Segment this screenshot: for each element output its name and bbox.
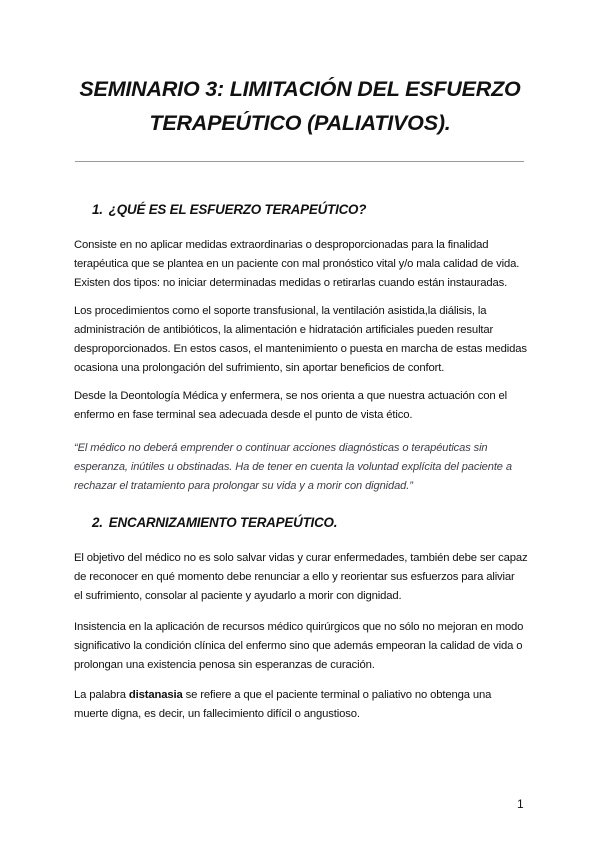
paragraph: [74, 618, 534, 675]
page-number: 1: [517, 797, 524, 811]
section-number: 1.: [92, 202, 103, 217]
paragraph: [74, 236, 534, 293]
section-number: 2.: [92, 515, 103, 530]
text-line: Los procedimientos como el soporte transfusional, la ventilación asistida,la diálisis, la: [74, 305, 487, 317]
text-line: Existen dos tipos: no iniciar determinadas medidas o retirarlas cuando están instauradas.: [74, 277, 508, 289]
title-line: TERAPEÚTICO (PALIATIVOS).: [149, 111, 451, 135]
quote-line: esperanza, inútiles u obstinadas. Ha de tener en cuenta la voluntad explícita del paciente a: [74, 461, 512, 473]
quote-line: rechazar el tratamiento para prolongar su vida y a morir con dignidad.”: [74, 480, 413, 492]
text-span: se refiere a que el paciente terminal o paliativo no obtenga una: [182, 689, 492, 701]
text-line: El objetivo del médico no es solo salvar vidas y curar enfermedades, también debe ser capaz: [74, 552, 528, 564]
text-line: administración de antibióticos, la alimentación e hidratación artificiales pueden resultar: [74, 324, 494, 336]
text-line: desproporcionados. En estos casos, el mantenimiento o puesta en marcha de estas medidas: [74, 343, 527, 355]
title-line: SEMINARIO 3: LIMITACIÓN DEL ESFUERZO: [79, 77, 521, 101]
horizontal-divider: [75, 161, 524, 162]
text-line: terapéutica que se plantea en un paciente con mal pronóstico vital y/o mala calidad de vida.: [74, 258, 520, 270]
text-line: el sufrimiento, consolar al paciente y ayudarlo a morir con dignidad.: [74, 590, 402, 602]
paragraph: [74, 686, 534, 724]
section-title: ENCARNIZAMIENTO TERAPEÚTICO.: [108, 515, 338, 530]
quotation: [74, 439, 534, 496]
text-line: significativo la condición clínica del enfermo sino que además empeoran la calidad de vida o: [74, 640, 523, 652]
section-heading-1: [92, 202, 366, 217]
text-line: ocasiona una prolongación del sufrimiento, sin aportar beneficios de confort.: [74, 362, 445, 374]
text-line: Insistencia en la aplicación de recursos médico quirúrgicos que no sólo no mejoran en modo: [74, 621, 524, 633]
text-span: La palabra: [74, 689, 129, 701]
section-title: ¿QUÉ ES EL ESFUERZO TERAPEÚTICO?: [108, 202, 367, 217]
paragraph: [74, 302, 534, 378]
document-title: [60, 72, 540, 140]
quote-line: “El médico no deberá emprender o continuar acciones diagnósticas o terapéuticas sin: [74, 442, 488, 454]
text-line: Consiste en no aplicar medidas extraordinarias o desproporcionadas para la finalidad: [74, 239, 489, 251]
text-line: de reconocer en qué momento debe renunciar a ello y reorientar sus esfuerzos para aliviar: [74, 571, 515, 583]
section-heading-2: [92, 515, 337, 530]
text-line: Desde la Deontología Médica y enfermera, se nos orienta a que nuestra actuación con el: [74, 390, 507, 402]
text-line: muerte digna, es decir, un fallecimiento difícil o angustioso.: [74, 708, 360, 720]
text-line: prolongan una existencia penosa sin esperanzas de curación.: [74, 659, 375, 671]
paragraph: [74, 549, 534, 606]
text-line: [74, 686, 534, 705]
text-line: enfermo en fase terminal sea adecuada desde el punto de vista ético.: [74, 409, 413, 421]
paragraph: [74, 387, 534, 425]
bold-term: distanasia: [128, 689, 183, 701]
